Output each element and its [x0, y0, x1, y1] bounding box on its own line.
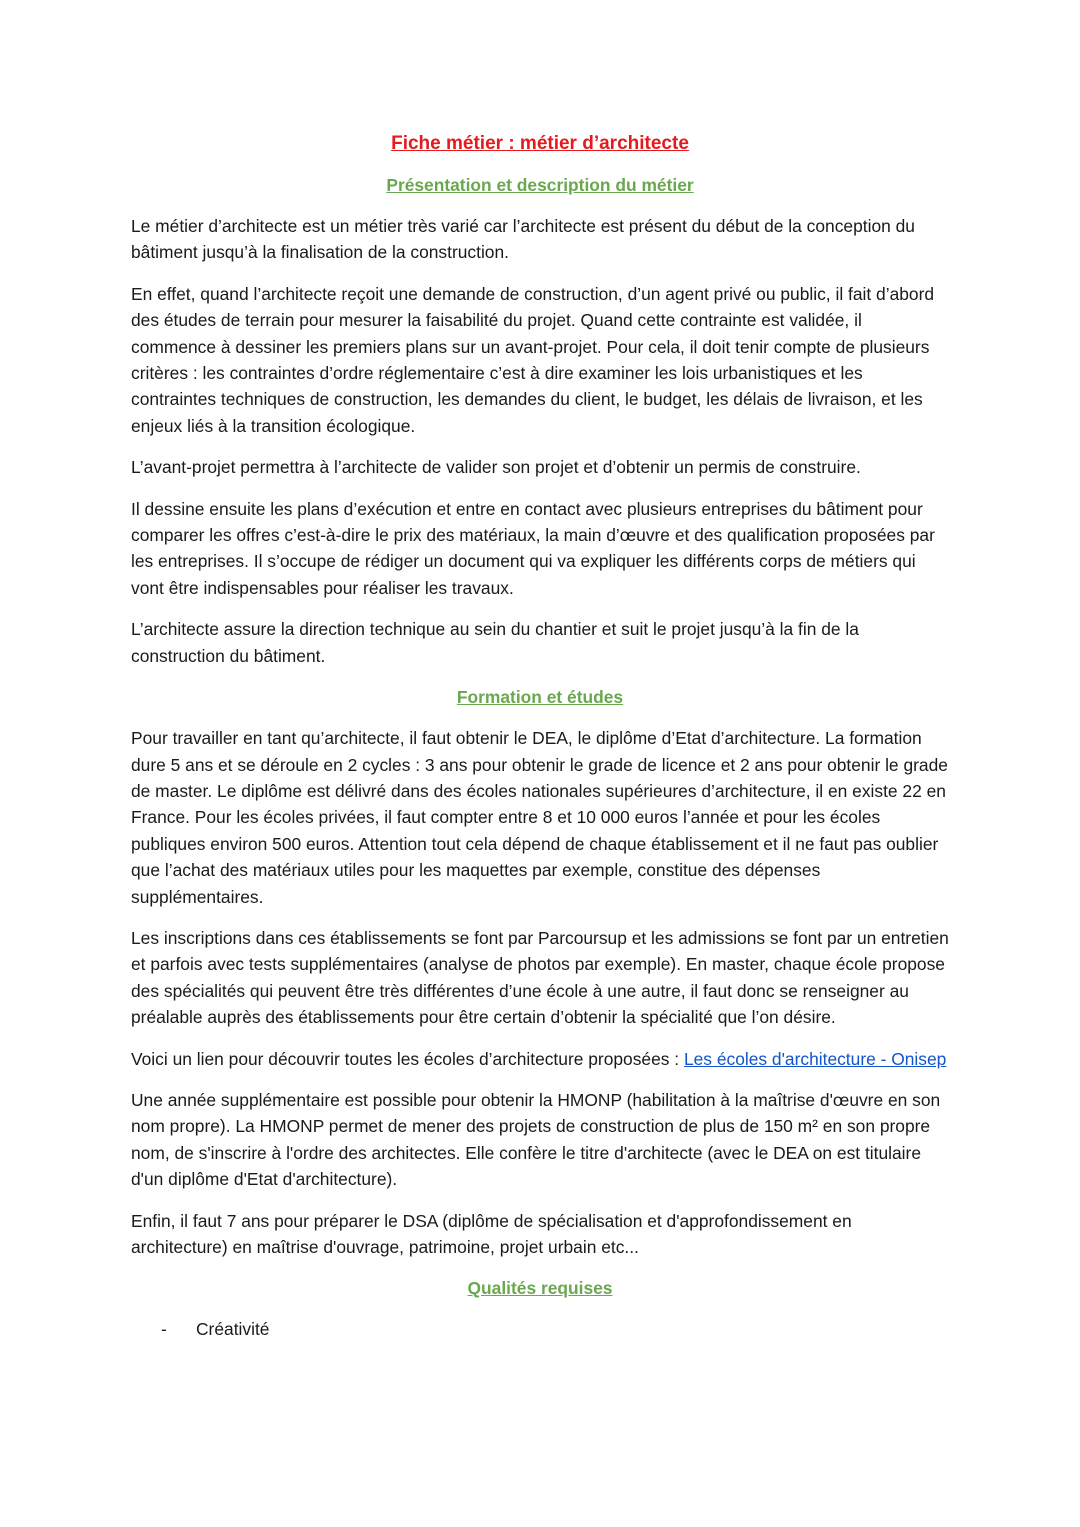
paragraph: L’avant-projet permettra à l’architecte de valider son projet et d’obtenir un permis de construire. [131, 457, 861, 478]
paragraph: Pour travailler en tant qu’architecte, il faut obtenir le DEA, le diplôme d’Etat d’architecture. La formation dure 5 ans et se déroule en 2 cycles : 3 ans pour obtenir le grade de licence et 2 ans pour obtenir le grade de master. Le diplôme est délivré dans des écoles nationales supérieures d’architecture, il en existe 22 en France. Pour les écoles privées, il faut compter entre 8 et 10 000 euros l’année et pour les écoles publiques environ 500 euros. Attention tout cela dépend de chaque établissement et il ne faut pas oublier que l’achat des matériaux utiles pour les maquettes par exemple, constitue des dépenses supplémentaires. [131, 728, 948, 907]
document-content [131, 131, 949, 1343]
section-heading-qualites: Qualités requises [467, 1278, 613, 1299]
onisep-link[interactable]: Les écoles d'architecture - Onisep [683, 1048, 947, 1069]
paragraph: Une année supplémentaire est possible pour obtenir la HMONP (habilitation à la maîtrise d'œuvre en son nom propre). La HMONP permet de mener des projets de construction de plus de 150 m² en son propre nom, de s'inscrire à l'ordre des architectes. Elle confère le titre d'architecte (avec le DEA on est titulaire d'un diplôme d'Etat d'architecture). [131, 1089, 941, 1190]
paragraph: Le métier d’architecte est un métier très varié car l’architecte est présent du début de la conception du bâtiment jusqu’à la finalisation de la construction. [131, 216, 915, 263]
paragraph: Les inscriptions dans ces établissements se font par Parcoursup et les admissions se font par un entretien et parfois avec tests supplémentaires (analyse de photos par exemple). En master, chaque école propose des spécialités qui peuvent être très différentes d’une école à une autre, il faut donc se renseigner au préalable auprès des établissements pour être certain d’obtenir la spécialité que l’on désire. [131, 927, 949, 1028]
document-title: Fiche métier : métier d’architecte [391, 133, 689, 154]
link-paragraph [131, 1046, 949, 1072]
paragraph: L’architecte assure la direction technique au sein du chantier et suit le projet jusqu’à la fin de la construction du bâtiment. [131, 619, 859, 666]
section-heading-presentation: Présentation et description du métier [386, 175, 694, 195]
paragraph: Enfin, il faut 7 ans pour préparer le DSA (diplôme de spécialisation et d'approfondissement en architecture) en maîtrise d'ouvrage, patrimoine, projet urbain etc... [131, 1210, 852, 1257]
paragraph: Il dessine ensuite les plans d’exécution et entre en contact avec plusieurs entreprises du bâtiment pour comparer les offres c’est-à-dire le prix des matériaux, la main d’œuvre et des qualification proposées par les entreprises. Il s’occupe de rédiger un document qui va expliquer les différents corps de métiers qui vont être indispensables pour réaliser les travaux. [131, 498, 935, 598]
paragraph: En effet, quand l’architecte reçoit une demande de construction, d’un agent privé ou public, il fait d’abord des études de terrain pour mesurer la faisabilité du projet. Quand cette contrainte est validée, il commence à dessiner les premiers plans sur un avant-projet. Pour cela, il doit tenir compte de plusieurs critères : les contraintes d’ordre réglementaire c’est à dire examiner les lois urbanistiques et les contraintes techniques de construction, les demandes du client, le budget, les délais de livraison, et les enjeux liés à la transition écologique. [131, 283, 935, 436]
bullet-marker: - [161, 1319, 167, 1340]
link-intro-text: Voici un lien pour découvrir toutes les écoles d’architecture proposées : [131, 1048, 684, 1069]
list-item [131, 1316, 949, 1342]
section-heading-formation: Formation et études [456, 687, 624, 708]
list-item-text: Créativité [196, 1319, 270, 1340]
